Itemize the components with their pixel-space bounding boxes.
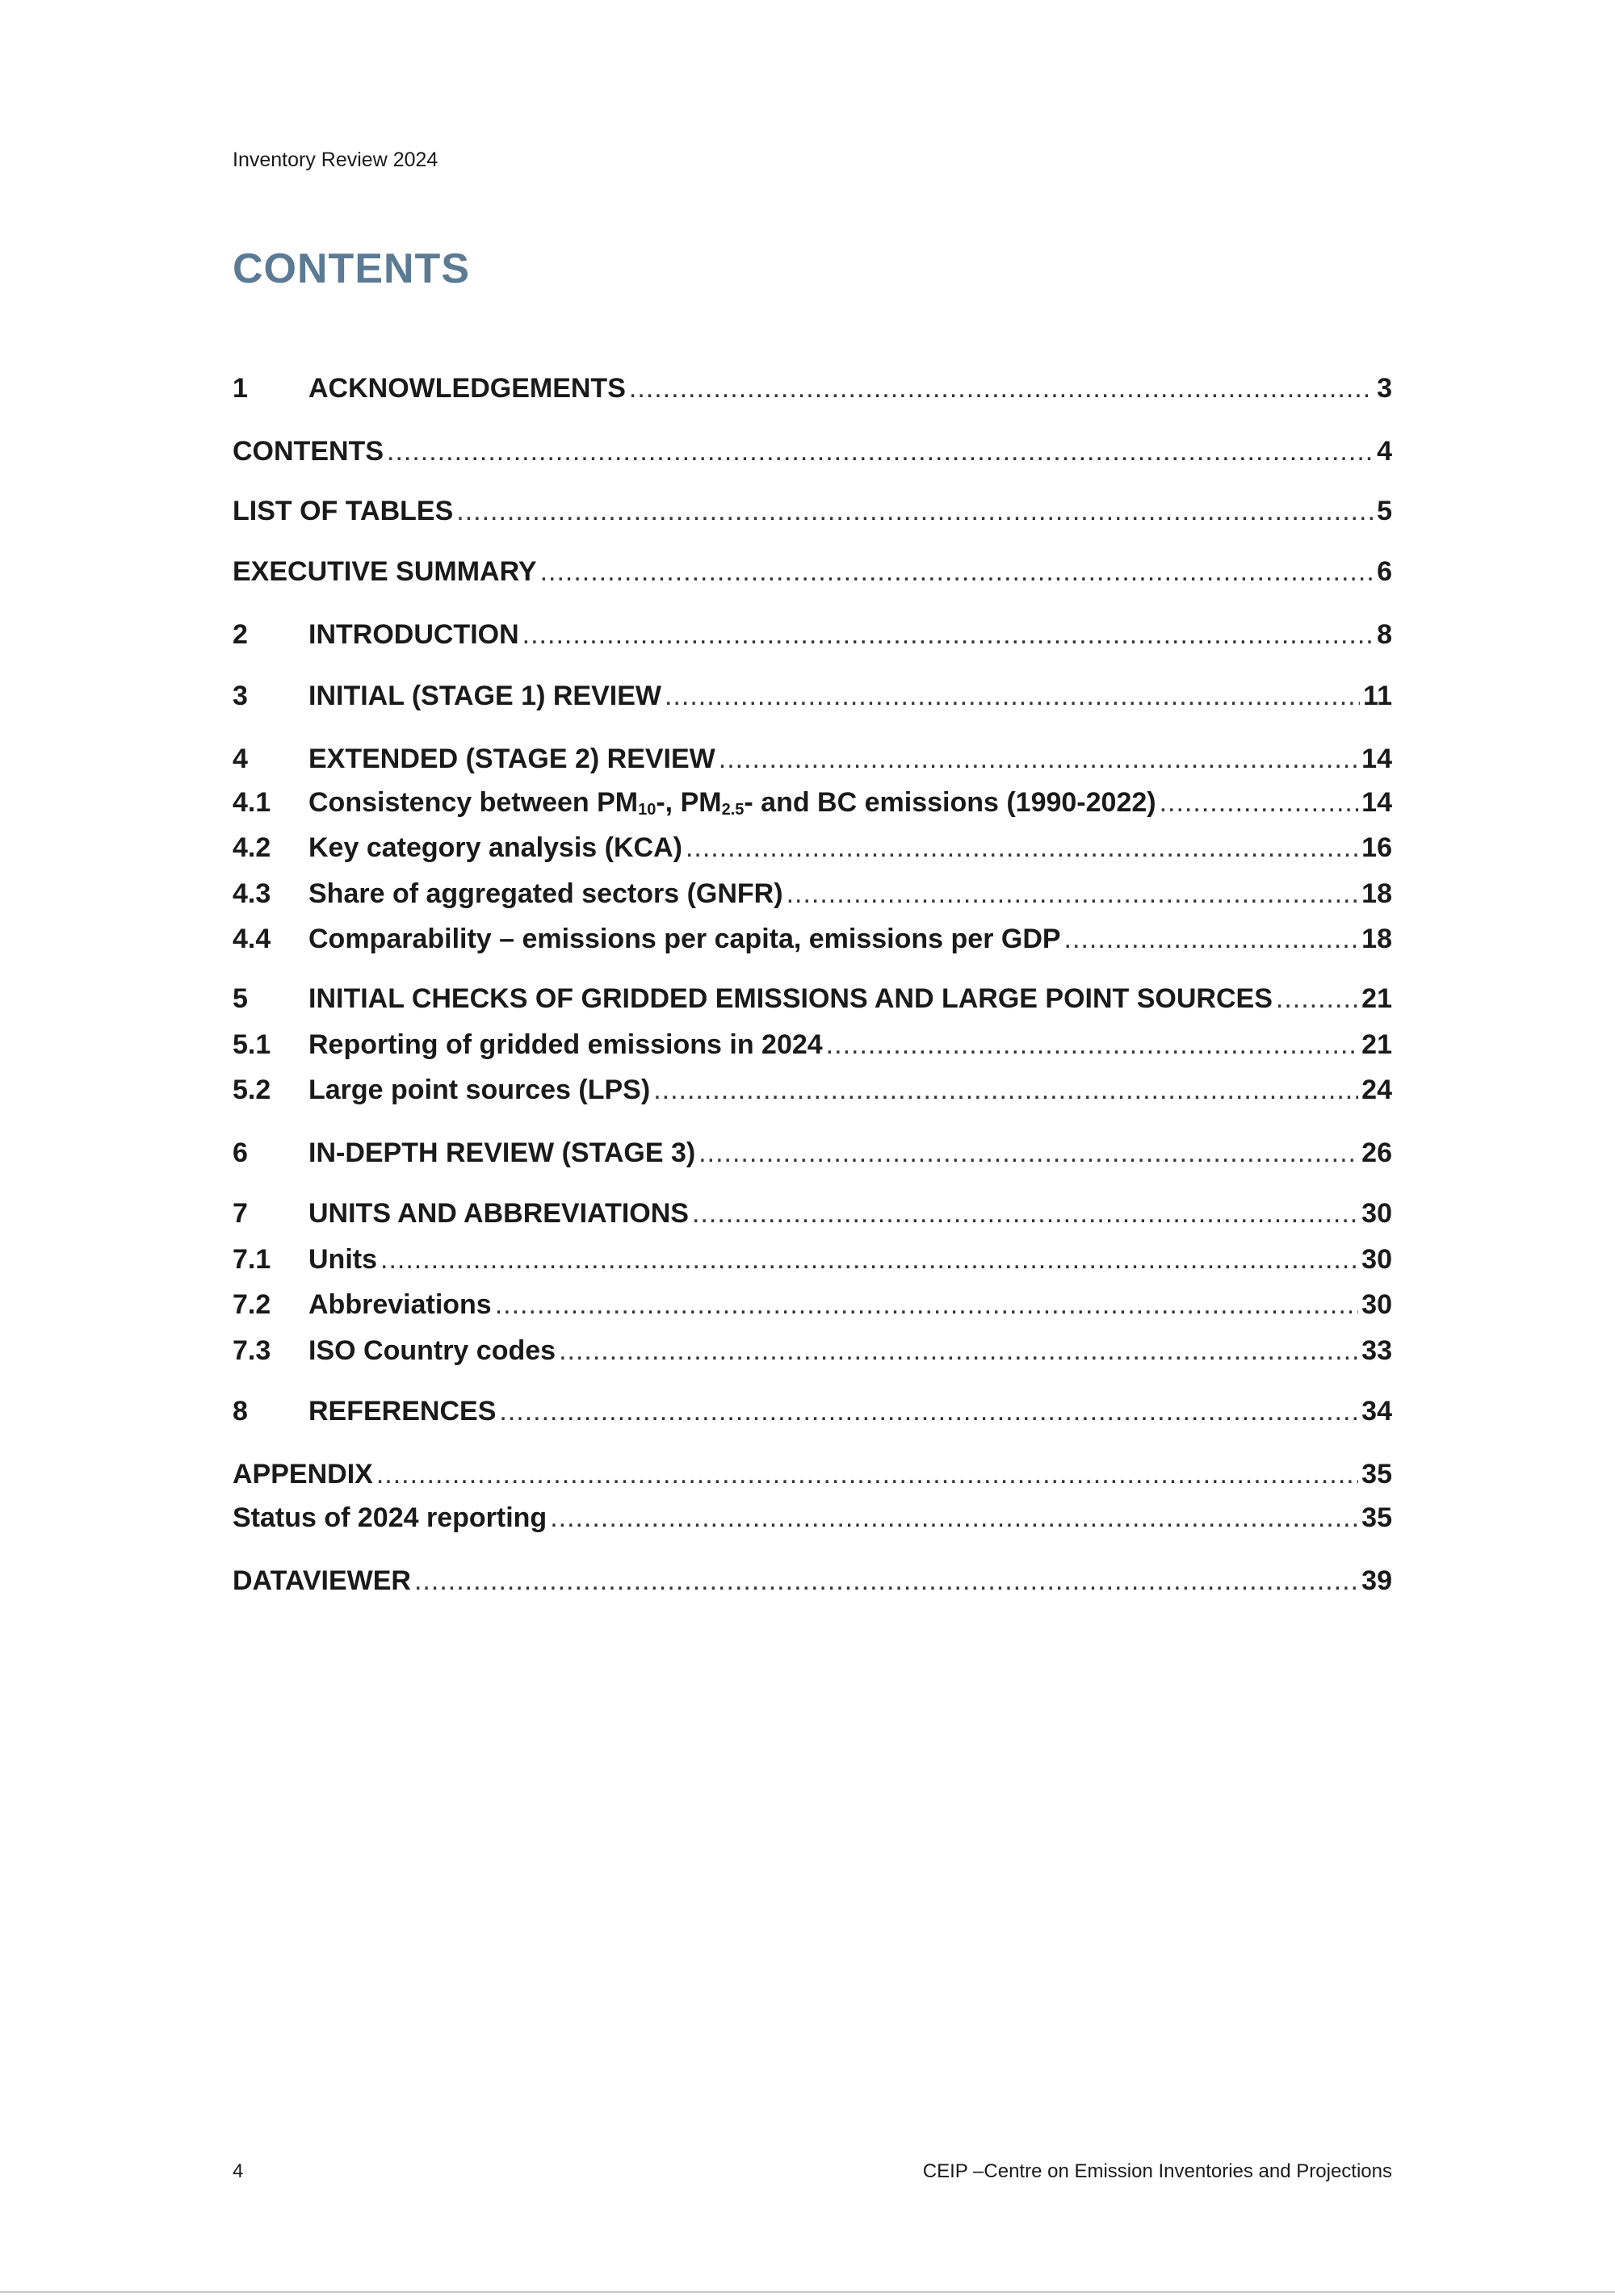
toc-entry[interactable] xyxy=(233,1459,1392,1498)
toc-entry-title: ISO Country codes xyxy=(308,1335,556,1366)
toc-entry[interactable] xyxy=(233,1502,1392,1541)
toc-entry-number: 4.4 xyxy=(233,924,271,954)
toc-entry-title: INITIAL CHECKS OF GRIDDED EMISSIONS AND LARGE POINT SOURCES xyxy=(308,983,1273,1014)
toc-entry-title: Units xyxy=(308,1244,377,1275)
toc-entry[interactable] xyxy=(233,878,1392,917)
toc-entry-title: Share of aggregated sectors (GNFR) xyxy=(308,878,783,909)
toc-dot-leader xyxy=(787,878,1359,910)
toc-dot-leader xyxy=(692,1198,1358,1230)
toc-entry-page: 34 xyxy=(1361,1396,1392,1427)
toc-entry-title: Status of 2024 reporting xyxy=(233,1502,547,1533)
toc-dot-leader xyxy=(495,1289,1358,1321)
toc-entry[interactable] xyxy=(233,1396,1392,1435)
toc-entry-number: 1 xyxy=(233,373,248,404)
toc-dot-leader xyxy=(540,556,1374,588)
toc-entry[interactable] xyxy=(233,1029,1392,1068)
toc-entry-number: 7.2 xyxy=(233,1289,271,1320)
toc-entry-page: 21 xyxy=(1361,1029,1392,1060)
toc-entry-number: 4.1 xyxy=(233,787,271,818)
toc-dot-leader xyxy=(686,832,1358,864)
toc-entry-number: 7.3 xyxy=(233,1335,271,1366)
toc-entry[interactable] xyxy=(233,832,1392,871)
toc-entry-page: 33 xyxy=(1361,1335,1392,1366)
toc-entry[interactable] xyxy=(233,1335,1392,1374)
toc-entry-title: Key category analysis (KCA) xyxy=(308,832,682,863)
toc-entry-title: Reporting of gridded emissions in 2024 xyxy=(308,1029,823,1060)
toc-entry-page: 30 xyxy=(1361,1244,1392,1275)
toc-entry-title: APPENDIX xyxy=(233,1459,373,1489)
toc-entry-number: 7.1 xyxy=(233,1244,271,1275)
toc-dot-leader xyxy=(1160,787,1359,819)
toc-entry-page: 4 xyxy=(1377,436,1392,467)
toc-entry[interactable] xyxy=(233,1244,1392,1283)
toc-entry-number: 6 xyxy=(233,1138,248,1168)
toc-entry[interactable] xyxy=(233,436,1392,475)
toc-entry[interactable] xyxy=(233,496,1392,534)
toc-entry-page: 8 xyxy=(1377,619,1392,650)
toc-entry[interactable] xyxy=(233,1289,1392,1328)
toc-entry-number: 8 xyxy=(233,1396,248,1427)
toc-entry-number: 7 xyxy=(233,1198,248,1229)
toc-entry-number: 3 xyxy=(233,681,248,711)
toc-entry-number: 4.3 xyxy=(233,878,271,909)
toc-dot-leader xyxy=(456,496,1374,527)
toc-entry-title-part: -, PM xyxy=(656,787,722,818)
toc-entry-page: 21 xyxy=(1361,983,1392,1014)
toc-entry-page: 3 xyxy=(1377,373,1392,404)
toc-dot-leader xyxy=(719,744,1358,775)
toc-entry[interactable] xyxy=(233,744,1392,782)
toc-entry-page: 26 xyxy=(1361,1138,1392,1168)
toc-entry-page: 35 xyxy=(1361,1459,1392,1489)
toc-entry-title: EXTENDED (STAGE 2) REVIEW xyxy=(308,744,715,774)
toc-entry-page: 14 xyxy=(1361,744,1392,774)
toc-entry-title: EXECUTIVE SUMMARY xyxy=(233,556,537,587)
toc-entry-page: 35 xyxy=(1361,1502,1392,1533)
toc-entry-page: 16 xyxy=(1361,832,1392,863)
toc-entry-title: Comparability – emissions per capita, emissions per GDP xyxy=(308,924,1061,954)
toc-dot-leader xyxy=(550,1502,1358,1534)
toc-dot-leader xyxy=(559,1335,1358,1367)
toc-entry-title: INITIAL (STAGE 1) REVIEW xyxy=(308,681,661,711)
toc-entry-title: CONTENTS xyxy=(233,436,384,467)
toc-dot-leader xyxy=(1276,983,1358,1015)
toc-entry-title: DATAVIEWER xyxy=(233,1565,411,1596)
toc-dot-leader xyxy=(826,1029,1359,1061)
toc-entry-title: INTRODUCTION xyxy=(308,619,519,650)
subscript: 10 xyxy=(638,801,656,819)
toc-entry[interactable] xyxy=(233,1565,1392,1604)
toc-entry-page: 6 xyxy=(1377,556,1392,587)
toc-dot-leader xyxy=(665,681,1360,712)
toc-entry-title: LIST OF TABLES xyxy=(233,496,454,526)
footer-organization: CEIP –Centre on Emission Inventories and Projections xyxy=(922,2160,1392,2182)
page-title: CONTENTS xyxy=(233,245,470,292)
toc-dot-leader xyxy=(414,1565,1358,1597)
toc-entry-page: 24 xyxy=(1361,1075,1392,1105)
toc-entry-page: 39 xyxy=(1361,1565,1392,1596)
toc-entry-page: 18 xyxy=(1361,924,1392,954)
toc-entry-title: IN-DEPTH REVIEW (STAGE 3) xyxy=(308,1138,696,1168)
toc-entry-page: 5 xyxy=(1377,496,1392,526)
toc-entry-title: Abbreviations xyxy=(308,1289,492,1320)
toc-entry[interactable] xyxy=(233,787,1392,826)
toc-entry-page: 11 xyxy=(1363,681,1392,711)
toc-entry[interactable] xyxy=(233,1138,1392,1176)
toc-entry[interactable] xyxy=(233,983,1392,1022)
toc-entry-number: 4 xyxy=(233,744,248,774)
toc-entry-page: 30 xyxy=(1361,1289,1392,1320)
toc-entry-number: 5.2 xyxy=(233,1075,271,1105)
toc-dot-leader xyxy=(380,1244,1358,1276)
toc-dot-leader xyxy=(376,1459,1358,1490)
toc-dot-leader xyxy=(629,373,1374,404)
toc-dot-leader xyxy=(653,1075,1358,1106)
toc-entry-title: UNITS AND ABBREVIATIONS xyxy=(308,1198,689,1229)
toc-entry[interactable] xyxy=(233,556,1392,595)
subscript: 2.5 xyxy=(721,801,745,819)
toc-entry-number: 2 xyxy=(233,619,248,650)
toc-entry-title-part: - and BC emissions (1990-2022) xyxy=(744,787,1156,818)
toc-dot-leader xyxy=(522,619,1374,651)
toc-entry-number: 5 xyxy=(233,983,248,1014)
running-header: Inventory Review 2024 xyxy=(233,149,438,171)
toc-entry-page: 14 xyxy=(1361,787,1392,818)
toc-dot-leader xyxy=(698,1138,1358,1169)
toc-dot-leader xyxy=(387,436,1374,467)
toc-entry-number: 4.2 xyxy=(233,832,271,863)
toc-dot-leader xyxy=(499,1396,1358,1427)
toc-entry[interactable] xyxy=(233,1198,1392,1237)
toc-dot-leader xyxy=(1064,924,1359,955)
toc-entry[interactable] xyxy=(233,1075,1392,1113)
toc-entry-title-part: Consistency between PM xyxy=(308,787,639,818)
footer-page-number: 4 xyxy=(233,2160,244,2182)
toc-entry[interactable] xyxy=(233,373,1392,412)
toc-entry[interactable] xyxy=(233,924,1392,962)
toc-entry-title: ACKNOWLEDGEMENTS xyxy=(308,373,626,404)
toc-entry[interactable] xyxy=(233,619,1392,658)
toc-entry-page: 30 xyxy=(1361,1198,1392,1229)
toc-entry-title: Large point sources (LPS) xyxy=(308,1075,651,1105)
toc-entry-page: 18 xyxy=(1361,878,1392,909)
toc-entry-title: REFERENCES xyxy=(308,1396,497,1427)
toc-entry-number: 5.1 xyxy=(233,1029,271,1060)
toc-entry-title xyxy=(308,787,1156,819)
toc-entry[interactable] xyxy=(233,681,1392,719)
